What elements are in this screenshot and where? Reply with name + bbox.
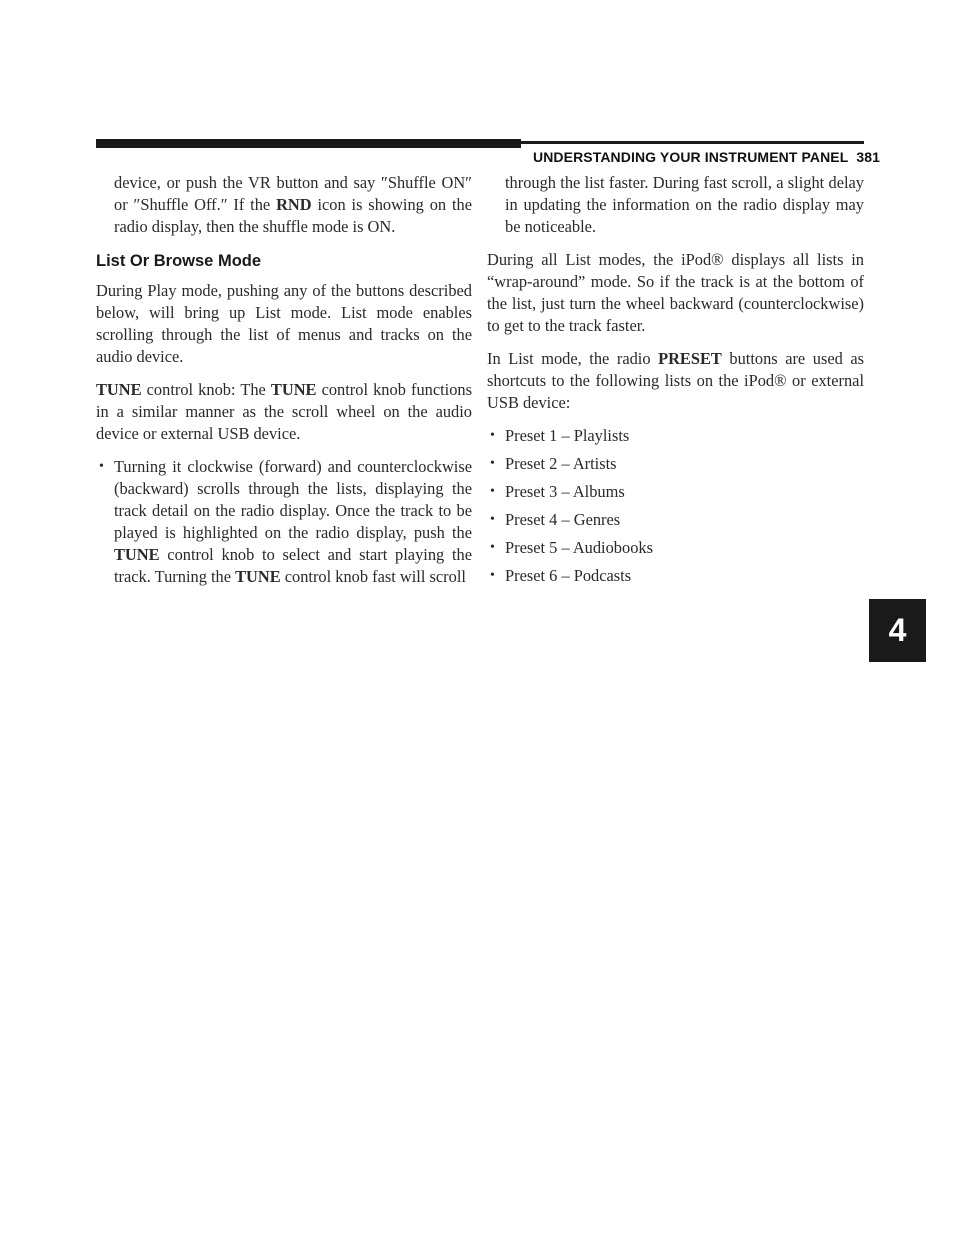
continued-bullet-text: through the list faster. During fast scroll, a slight delay in updating the information on the radio display may be noticeable. [505, 173, 864, 236]
text-run: control knob functions in a similar manner as the scroll wheel on the audio device or external USB device. [96, 380, 472, 443]
preset-label: Preset 5 – Audiobooks [505, 538, 653, 557]
chapter-tab: 4 [869, 599, 926, 662]
page-number: 381 [856, 149, 881, 165]
text-run: control knob fast will scroll [280, 567, 466, 586]
bullet-dot: • [490, 428, 495, 443]
list-item [487, 509, 864, 537]
continued-paragraph [96, 172, 472, 238]
text-run: device, or push the VR button and say ″Shuffle ON″ or ″Shuffle Off.″ If the [114, 173, 472, 214]
bullet-dot: • [490, 456, 495, 471]
list-item [487, 453, 864, 481]
text-run: Turning it clockwise (forward) and counterclockwise (backward) scrolls through the lists, displaying the track detail on the radio display. Once the track to be played is highlighted on the radio display, push the [114, 457, 472, 542]
preset-label: Preset 4 – Genres [505, 510, 621, 529]
text-run: control knob: The [141, 380, 271, 399]
preset-term: PRESET [658, 349, 722, 368]
preset-label: Preset 2 – Artists [505, 454, 617, 473]
tune-term: TUNE [96, 380, 142, 399]
bullet-dot: • [490, 568, 495, 583]
running-header [533, 149, 881, 165]
preset-list [487, 425, 864, 593]
list-item [487, 425, 864, 453]
section-title: UNDERSTANDING YOUR INSTRUMENT PANEL [533, 149, 849, 165]
left-column [96, 172, 472, 588]
rnd-term: RND [276, 195, 312, 214]
header-rule-thin [521, 141, 864, 144]
paragraph-preset [487, 348, 864, 414]
bullet-dot: • [99, 459, 104, 474]
header-rule-thick [96, 139, 521, 148]
list-item [487, 537, 864, 565]
bullet-dot: • [490, 484, 495, 499]
paragraph-list-mode: During Play mode, pushing any of the buttons described below, will bring up List mode. List mode enables scrolling through the list of menus and tracks on the audio device. [96, 281, 472, 366]
text-run: icon is showing on the radio display, then the shuffle mode is ON. [114, 195, 472, 236]
text-run: buttons are used as shortcuts to the following lists on the iPod® or external USB device: [487, 349, 864, 412]
preset-label: Preset 1 – Playlists [505, 426, 630, 445]
paragraph-wrap-around: During all List modes, the iPod® displays all lists in “wrap-around” mode. So if the track is at the bottom of the list, just turn the wheel backward (counterclockwise) to get to the track faster. [487, 250, 864, 335]
text-run: In List mode, the radio [487, 349, 659, 368]
tune-term: TUNE [114, 545, 160, 564]
section-heading: List Or Browse Mode [96, 252, 262, 270]
right-column [487, 172, 864, 593]
tune-term: TUNE [270, 380, 317, 399]
bullet-dot: • [490, 512, 495, 527]
paragraph-tune-knob [96, 379, 472, 445]
preset-label: Preset 6 – Podcasts [505, 566, 632, 585]
bullet-item [96, 456, 472, 588]
tune-term: TUNE [235, 567, 281, 586]
list-item [487, 481, 864, 509]
preset-label: Preset 3 – Albums [505, 482, 625, 501]
bullet-dot: • [490, 540, 495, 555]
text-run: control knob to select and start playing the track. Turning the [114, 545, 472, 586]
list-item [487, 565, 864, 593]
